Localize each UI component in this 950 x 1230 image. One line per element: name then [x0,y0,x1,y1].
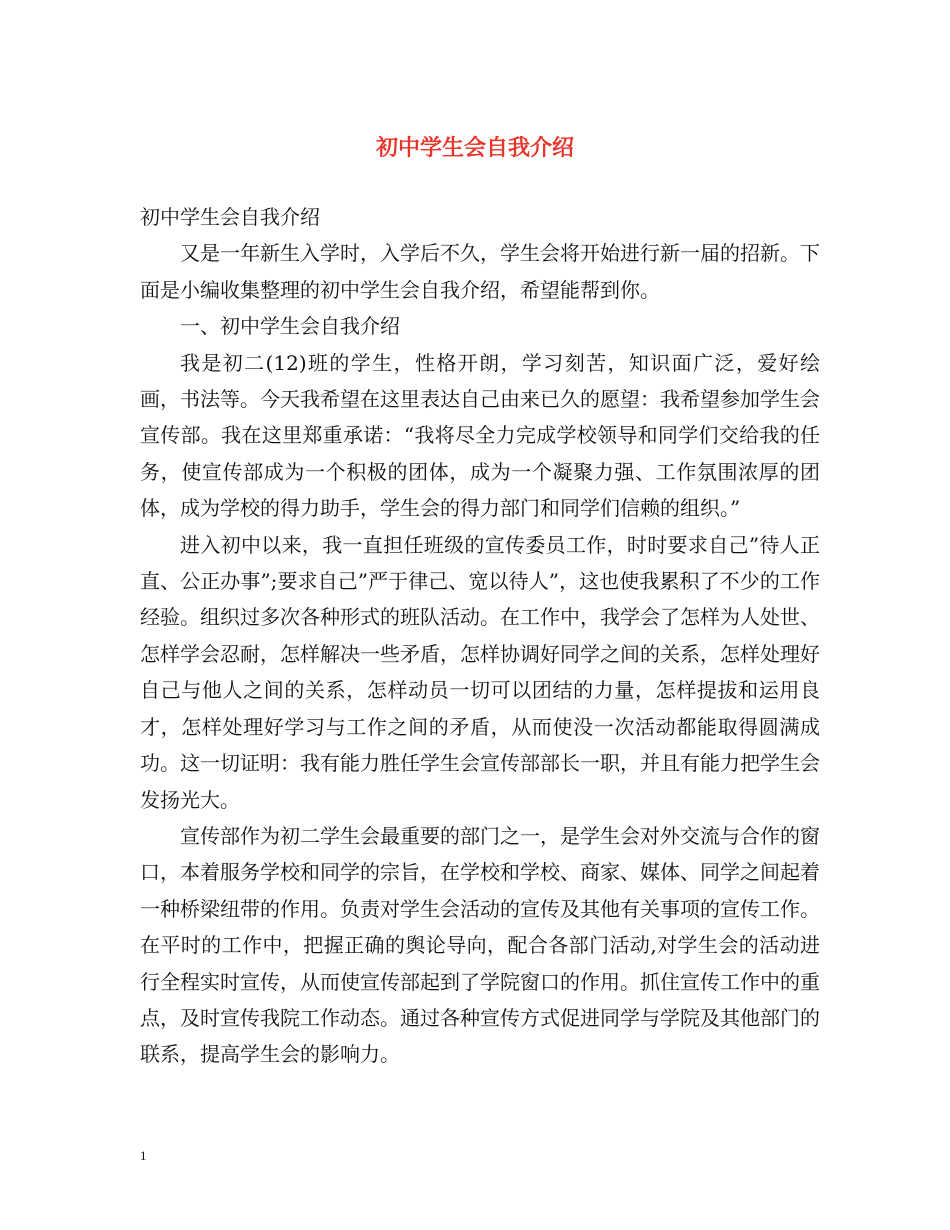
body-paragraph: 进入初中以来，我一直担任班级的宣传委员工作，时时要求自己”待人正直、公正办事”;要求自己”严于律己、宽以待人”，这也使我累积了不少的工作经验。组织过多次各种形式的班队活动。在工作中，我学会了怎样为人处世、怎样学会忍耐，怎样解决一些矛盾，怎样协调好同学之间的关系，怎样处理好自己与他人之间的关系，怎样动员一切可以团结的力量，怎样提拔和运用良才，怎样处理好学习与工作之间的矛盾，从而使没一次活动都能取得圆满成功。这一切证明：我有能力胜任学生会宣传部部长一职，并且有能力把学生会发扬光大。 [140,532,820,812]
page-number: 1 [140,1148,147,1163]
body-heading: 初中学生会自我介绍 [140,205,320,229]
body-paragraph: 我是初二(12)班的学生，性格开朗，学习刻苦，知识面广泛，爱好绘画，书法等。今天我希望在这里表达自己由来已久的愿望：我希望参加学生会宣传部。我在这里郑重承诺：“我将尽全力完成学校领导和同学们交给我的任务，使宣传部成为一个积极的团体，成为一个凝聚力强、工作氛围浓厚的团体，成为学校的得力助手，学生会的得力部门和同学们信赖的组织。” [140,350,820,521]
body-paragraph: 宣传部作为初二学生会最重要的部门之一，是学生会对外交流与合作的窗口，本着服务学校和同学的宗旨，在学校和学校、商家、媒体、同学之间起着一种桥梁纽带的作用。负责对学生会活动的宣传及其他有关事项的宣传工作。在平时的工作中，把握正确的舆论导向，配合各部门活动,对学生会的活动进行全程实时宣传，从而使宣传部起到了学院窗口的作用。抓住宣传工作中的重点，及时宣传我院工作动态。通过各种宣传方式促进同学与学院及其他部门的联系，提高学生会的影响力。 [140,823,820,1067]
section-heading: 一、初中学生会自我介绍 [180,314,400,339]
document-body [140,199,820,1073]
intro-paragraph: 又是一年新生入学时，入学后不久，学生会将开始进行新一届的招新。下面是小编收集整理的初中学生会自我介绍，希望能帮到你。 [140,241,820,302]
document-title: 初中学生会自我介绍 [375,135,574,161]
